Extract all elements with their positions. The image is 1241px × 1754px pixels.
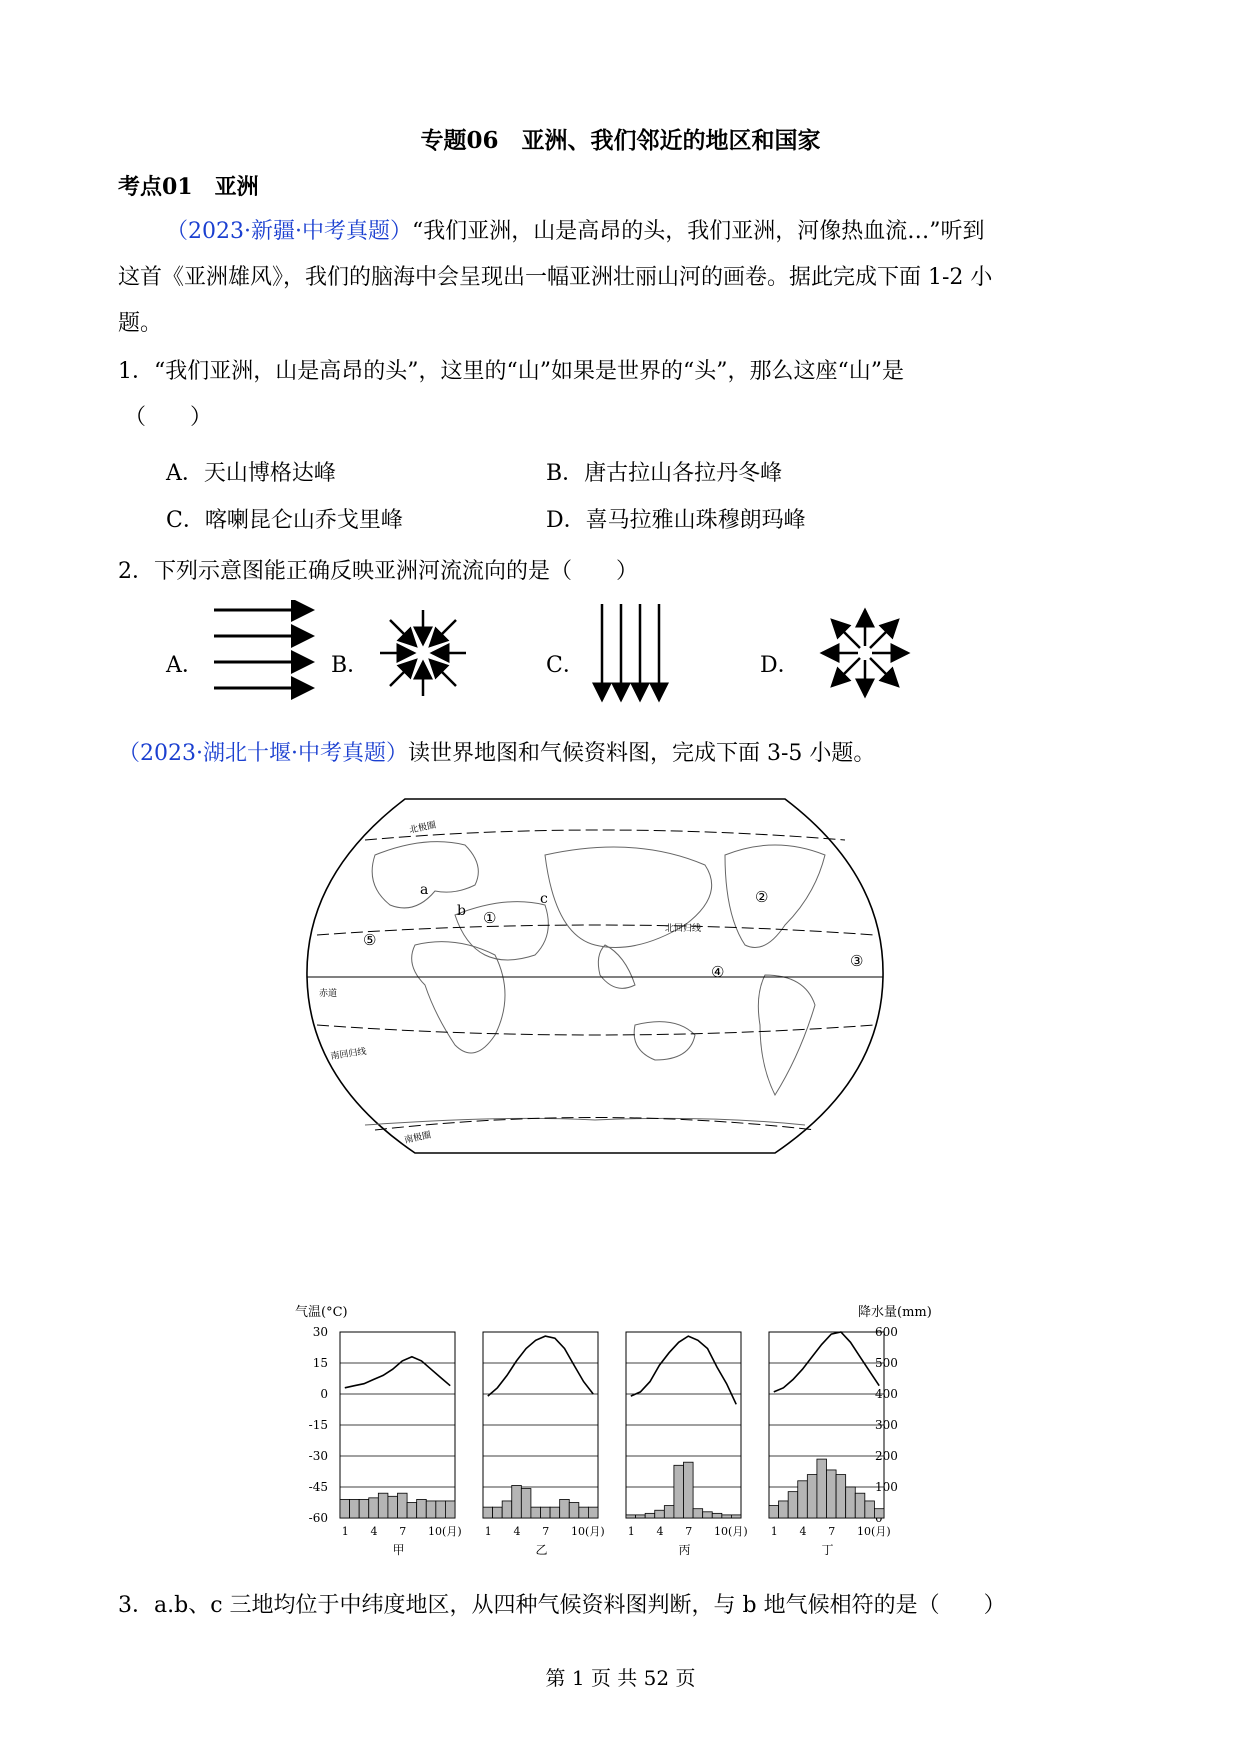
river-diagram-a: [210, 600, 320, 700]
panel-name: 丙: [678, 1543, 691, 1557]
precip-bar: [693, 1509, 703, 1518]
precip-bar: [512, 1485, 522, 1518]
question-1-stem: 1．“我们亚洲，山是高昂的头”，这里的“山”如果是世界的“头”，那么这座“山”是: [118, 359, 904, 384]
temperature-line: [345, 1357, 450, 1388]
precip-bar: [521, 1489, 531, 1518]
precip-bar: [674, 1465, 684, 1518]
precip-bar: [788, 1492, 798, 1518]
page-footer: 第 1 页 共 52 页: [545, 1666, 696, 1690]
intro1-source: （2023·新疆·中考真题）: [166, 219, 412, 244]
intro1-text-line2: 这首《亚洲雄风》，我们的脑海中会呈现出一幅亚洲壮丽山河的画卷。据此完成下面 1-2 小: [118, 265, 993, 290]
month-tick-label: 10(月): [714, 1525, 748, 1538]
precip-bar: [359, 1499, 369, 1518]
precip-bar: [436, 1501, 446, 1518]
river-diagram-c: [592, 600, 672, 704]
month-tick-label: 1: [484, 1525, 492, 1538]
intro1-text-line1: “我们亚洲，山是高昂的头，我们亚洲，河像热血流…”听到: [411, 219, 985, 244]
label-arctic-circle: 北极圈: [408, 820, 438, 836]
precip-bar: [483, 1507, 493, 1518]
precip-bar: [541, 1507, 551, 1518]
left-tick-label: 15: [312, 1356, 328, 1370]
month-tick-label: 10(月): [428, 1525, 462, 1538]
marker-c: c: [540, 891, 548, 907]
month-tick-label: 4: [656, 1525, 664, 1538]
label-tropic-of-capricorn: 南回归线: [330, 1047, 368, 1062]
precip-bar: [407, 1503, 417, 1519]
precip-bar: [493, 1507, 503, 1518]
question-2-label-a: A．: [166, 653, 204, 678]
precip-bar: [550, 1507, 560, 1518]
precip-bar: [502, 1501, 512, 1518]
precip-bar: [445, 1501, 455, 1518]
left-axis-label: 气温(°C): [295, 1305, 348, 1320]
month-tick-label: 7: [399, 1525, 407, 1538]
page-title: 专题06 亚洲、我们邻近的地区和国家: [420, 127, 821, 154]
month-tick-label: 4: [513, 1525, 521, 1538]
month-tick-label: 1: [627, 1525, 635, 1538]
precip-bar: [626, 1515, 636, 1518]
question-1-option-a: A．天山博格达峰: [166, 461, 336, 486]
panel-name: 丁: [821, 1543, 834, 1557]
left-tick-label: 0: [320, 1387, 328, 1401]
month-tick-label: 7: [542, 1525, 550, 1538]
intro2-text: 读世界地图和气候资料图，完成下面 3-5 小题。: [407, 741, 876, 766]
marker-a: a: [420, 882, 429, 898]
question-1-paren: （ ）: [124, 405, 213, 430]
marker-2: ②: [755, 888, 769, 906]
precip-bar: [350, 1499, 360, 1518]
river-diagram-d: [818, 606, 912, 700]
precip-bar: [684, 1462, 694, 1518]
question-1-option-b: B．唐古拉山各拉丹冬峰: [546, 461, 783, 486]
label-tropic-of-cancer: 北回归线: [665, 924, 702, 934]
question-1-option-c: C．喀喇昆仑山乔戈里峰: [166, 508, 403, 533]
precip-bar: [388, 1496, 398, 1518]
intro2-line: [118, 730, 875, 778]
label-equator: 赤道: [319, 989, 338, 999]
question-2-label-b: B．: [331, 653, 370, 678]
intro1-line1: [166, 208, 984, 256]
marker-3: ③: [850, 952, 864, 970]
precip-bar: [398, 1493, 408, 1518]
month-tick-label: 4: [799, 1525, 807, 1538]
panel-name: 甲: [392, 1543, 405, 1557]
precip-bar: [807, 1475, 817, 1518]
precip-bar: [712, 1513, 722, 1518]
question-2-label-d: D．: [760, 653, 800, 678]
right-axis-label: 降水量(mm): [858, 1305, 932, 1320]
climate-panel-2: [483, 1332, 605, 1557]
river-diagram-b: [378, 608, 468, 698]
climate-panel-3: [626, 1332, 748, 1557]
left-tick-label: 30: [312, 1325, 328, 1339]
precip-bar: [865, 1501, 875, 1518]
precip-bar: [560, 1499, 570, 1518]
world-map: [305, 795, 885, 1160]
precip-bar: [846, 1487, 856, 1518]
precip-bar: [769, 1506, 779, 1518]
precip-bar: [655, 1510, 665, 1518]
left-tick-label: -30: [308, 1449, 328, 1463]
left-tick-label: -45: [308, 1480, 328, 1494]
month-tick-label: 1: [770, 1525, 778, 1538]
marker-1: ①: [483, 909, 497, 927]
month-tick-label: 10(月): [571, 1525, 605, 1538]
precip-bar: [817, 1459, 827, 1518]
precip-bar: [569, 1503, 579, 1519]
precip-bar: [855, 1493, 865, 1518]
month-tick-label: 4: [370, 1525, 378, 1538]
precip-bar: [836, 1475, 846, 1518]
precip-bar: [369, 1498, 379, 1518]
precip-bar: [798, 1481, 808, 1518]
precip-bar: [426, 1501, 436, 1518]
intro1-text-line3: 题。: [118, 311, 163, 336]
question-2-stem: 2．下列示意图能正确反映亚洲河流流向的是（ ）: [118, 559, 638, 584]
precip-bar: [703, 1512, 713, 1518]
precip-bar: [779, 1501, 789, 1518]
left-tick-label: -60: [308, 1511, 328, 1525]
question-1-option-d: D．喜马拉雅山珠穆朗玛峰: [546, 508, 806, 533]
question-3-stem: 3．a.b、c 三地均位于中纬度地区，从四种气候资料图判断，与 b 地气候相符的是（ ）: [118, 1593, 1006, 1618]
precip-bar: [588, 1507, 598, 1518]
marker-5: ⑤: [363, 931, 377, 949]
marker-b: b: [457, 903, 466, 919]
temperature-line: [774, 1332, 879, 1392]
precip-bar: [579, 1507, 589, 1518]
precip-bar: [378, 1493, 388, 1518]
precip-bar: [645, 1513, 655, 1518]
month-tick-label: 1: [341, 1525, 349, 1538]
panel-name: 乙: [535, 1543, 548, 1557]
precip-bar: [664, 1506, 674, 1518]
precip-bar: [340, 1499, 350, 1518]
right-tick-label: 300: [875, 1418, 898, 1432]
right-tick-label: 100: [875, 1480, 898, 1494]
precip-bar: [722, 1515, 732, 1518]
precip-bar: [531, 1507, 541, 1518]
month-tick-label: 7: [685, 1525, 693, 1538]
right-tick-label: 200: [875, 1449, 898, 1463]
precip-bar: [731, 1515, 741, 1518]
question-2-label-c: C．: [546, 653, 585, 678]
right-tick-label: 500: [875, 1356, 898, 1370]
month-tick-label: 10(月): [857, 1525, 891, 1538]
precip-bar: [874, 1509, 884, 1518]
intro2-source: （2023·湖北十堰·中考真题）: [118, 741, 408, 766]
temperature-line: [488, 1336, 593, 1396]
month-tick-label: 7: [828, 1525, 836, 1538]
right-tick-label: 600: [875, 1325, 898, 1339]
precip-bar: [636, 1515, 646, 1518]
climate-panel-1: [340, 1332, 462, 1557]
map-outline: [307, 799, 883, 1153]
label-antarctic-circle: 南极圈: [403, 1130, 433, 1146]
right-tick-label: 400: [875, 1387, 898, 1401]
precip-bar: [417, 1499, 427, 1518]
left-tick-label: -15: [308, 1418, 328, 1432]
precip-bar: [827, 1470, 837, 1518]
climate-panel-4: [769, 1332, 891, 1557]
section-heading: 考点01 亚洲: [118, 174, 259, 200]
climate-charts: [290, 1300, 940, 1570]
marker-4: ④: [711, 963, 725, 981]
